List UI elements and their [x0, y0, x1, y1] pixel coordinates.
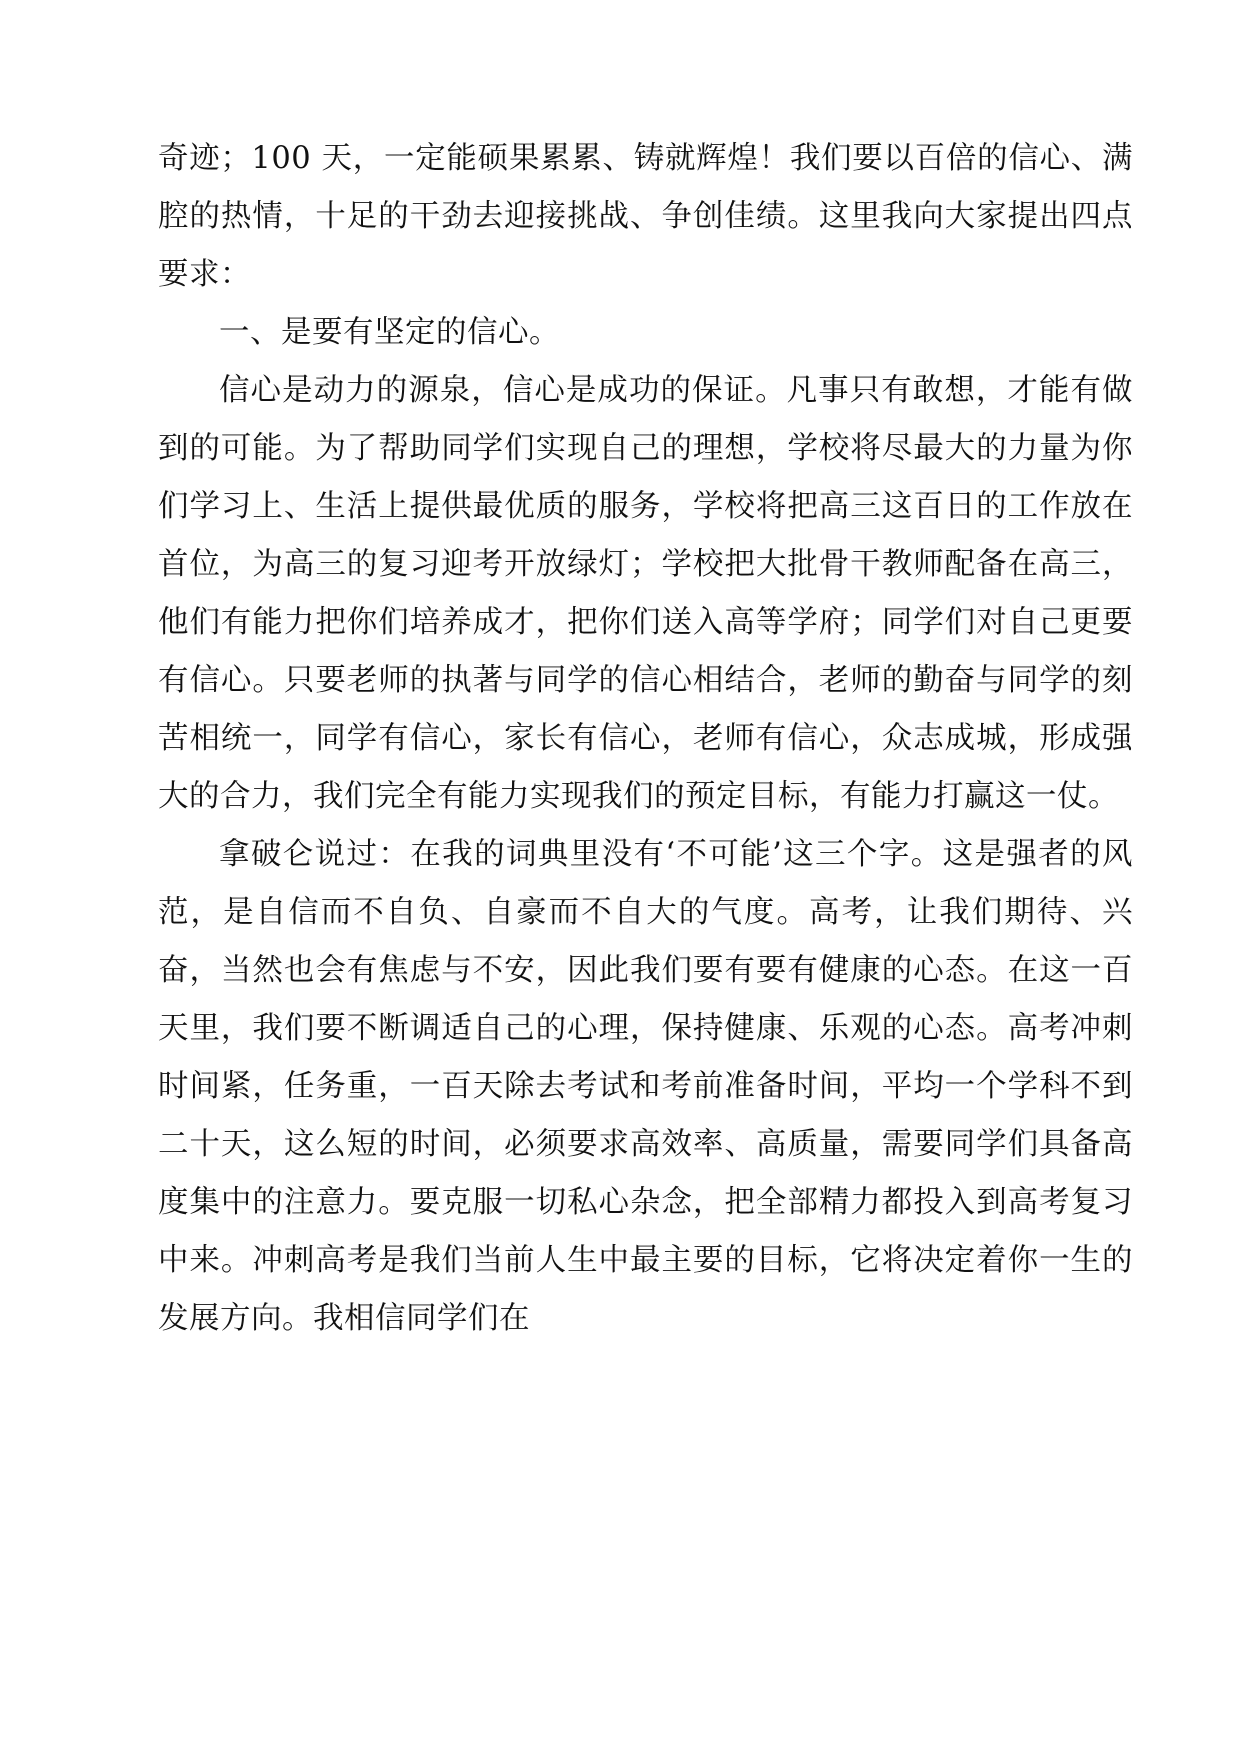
document-body [158, 130, 1133, 1348]
paragraph-opening: 奇迹；100 天，一定能硕果累累、铸就辉煌！我们要以百倍的信心、满腔的热情，十足的干劲去迎接挑战、争创佳绩。这里我向大家提出四点要求： [158, 141, 1133, 292]
paragraph-napoleon: 拿破仑说过：在我的词典里没有‘不可能’这三个字。这是强者的风范，是自信而不自负、自豪而不自大的气度。高考，让我们期待、兴奋，当然也会有焦虑与不安，因此我们要有要有健康的心态。在这一百天里，我们要不断调适自己的心理，保持健康、乐观的心态。高考冲刺时间紧，任务重，一百天除去考试和考前准备时间，平均一个学科不到二十天，这么短的时间，必须要求高效率、高质量，需要同学们具备高度集中的注意力。要克服一切私心杂念，把全部精力都投入到高考复习中来。冲刺高考是我们当前人生中最主要的目标，它将决定着你一生的发展方向。我相信同学们在 [158, 837, 1133, 1336]
paragraph-confidence: 信心是动力的源泉，信心是成功的保证。凡事只有敢想，才能有做到的可能。为了帮助同学们实现自己的理想，学校将尽最大的力量为你们学习上、生活上提供最优质的服务，学校将把高三这百日的工作放在首位，为高三的复习迎考开放绿灯；学校把大批骨干教师配备在高三，他们有能力把你们培养成才，把你们送入高等学府；同学们对自己更要有信心。只要老师的执著与同学的信心相结合，老师的勤奋与同学的刻苦相统一，同学有信心，家长有信心，老师有信心，众志成城，形成强大的合力，我们完全有能力实现我们的预定目标，有能力打赢这一仗。 [158, 373, 1133, 814]
paragraph-heading-point-one: 一、是要有坚定的信心。 [219, 315, 560, 350]
